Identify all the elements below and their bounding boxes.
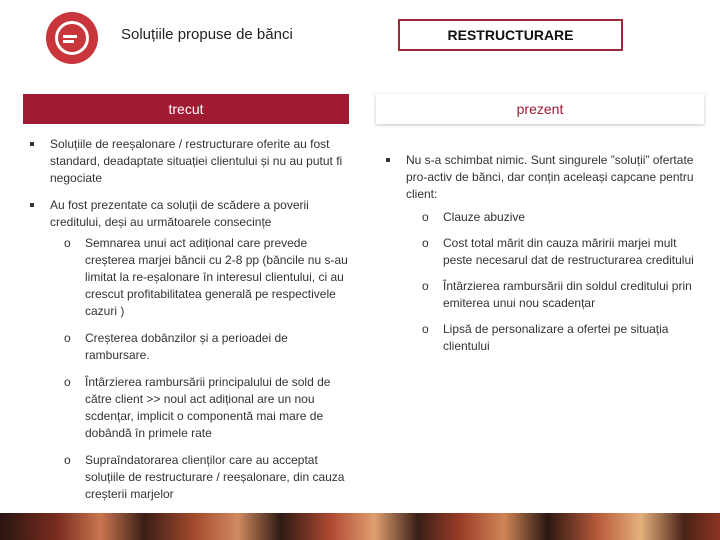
sub-list-item — [24, 374, 354, 442]
circle-bullet-icon: o — [422, 236, 429, 250]
sub-list-item — [24, 330, 354, 364]
footer-photo-strip — [0, 513, 720, 540]
list-item — [24, 136, 354, 187]
left-column — [24, 136, 354, 540]
bullet-text: Au fost prezentate ca soluții de scădere a poverii creditului, deși au următoarele consecințe — [50, 198, 309, 229]
logo-ring — [55, 21, 89, 55]
circle-bullet-icon: o — [422, 322, 429, 336]
circle-bullet-icon: o — [64, 375, 71, 389]
right-column — [380, 152, 700, 364]
sub-item-text: Supraîndatorarea clienților care au acceptat soluțiile de restructurare / reeșalonare, din cauza creșterii marjelor — [85, 453, 345, 501]
sub-list-item — [24, 235, 354, 320]
restructurare-button[interactable]: RESTRUCTURARE — [398, 19, 623, 51]
list-item — [380, 152, 700, 203]
bank-logo-icon — [46, 12, 98, 64]
circle-bullet-icon: o — [64, 236, 71, 250]
bullet-square-icon — [386, 158, 390, 162]
sub-item-text: Semnarea unui act adițional care prevede creșterea marjei băncii cu 2-8 pp (băncile nu s-au limitat la re-eșalonare în interesul clientului, ci au crescut profitabilitatea generală pe respectivele cazuri ) — [85, 236, 348, 318]
sub-list-item — [380, 321, 700, 355]
sub-list-item — [380, 278, 700, 312]
tab-trecut[interactable]: trecut — [23, 94, 349, 124]
bullet-text: Nu s-a schimbat nimic. Sunt singurele ”soluții” ofertate pro-activ de bănci, dar conțin aceleași capcane pentru client: — [406, 153, 694, 201]
sub-list-item — [380, 209, 700, 226]
sub-item-text: Creșterea dobânzilor și a perioadei de rambursare. — [85, 331, 288, 362]
circle-bullet-icon: o — [422, 279, 429, 293]
bullet-text: Soluțiile de reeșalonare / restructurare oferite au fost standard, deadaptate situației clientului și nu au putut fi negociate — [50, 137, 343, 185]
logo-bar-bottom — [63, 40, 74, 43]
sub-item-text: Întârzierea rambursării principalului de sold de către client >> noul act adițional are un nou scdențar, implicit o componentă mai mare de dobândă în primele rate — [85, 375, 331, 440]
circle-bullet-icon: o — [422, 210, 429, 224]
tab-prezent[interactable]: prezent — [376, 94, 704, 124]
bullet-square-icon — [30, 203, 34, 207]
sub-item-text: Lipsă de personalizare a ofertei pe situația clientului — [443, 322, 669, 353]
sub-item-text: Cost total mărit din cauza măririi marjei mult peste necesarul dat de restructurarea creditului — [443, 236, 694, 267]
sub-item-text: Clauze abuzive — [443, 210, 526, 224]
circle-bullet-icon: o — [64, 331, 71, 345]
sub-list-item — [380, 235, 700, 269]
bullet-square-icon — [30, 142, 34, 146]
circle-bullet-icon: o — [64, 453, 71, 467]
sub-item-text: Întârzierea rambursării din soldul creditului prin emiterea unui nou scadențar — [443, 279, 692, 310]
list-item — [24, 197, 354, 231]
sub-list-item — [24, 452, 354, 503]
logo-bar-top — [63, 35, 77, 38]
page-title: Soluțiile propuse de bănci — [121, 26, 293, 43]
